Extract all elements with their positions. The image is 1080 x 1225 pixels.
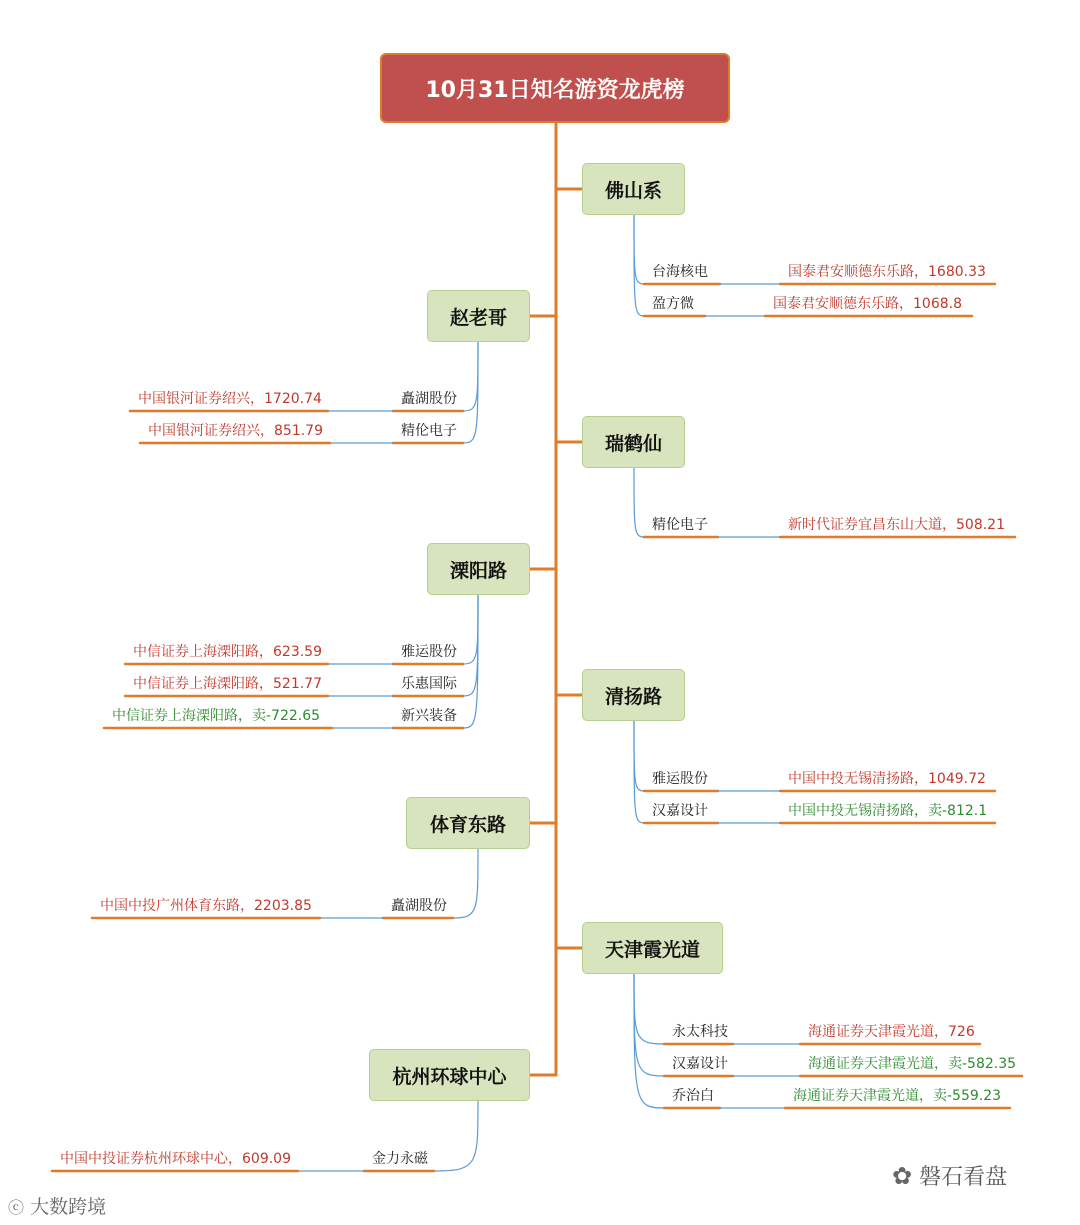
group-node: 瑞鹤仙 <box>582 416 685 468</box>
broker-amount: 中国中投广州体育东路，2203.85 <box>100 898 312 914</box>
stock-label: 汉嘉设计 <box>652 803 708 819</box>
broker-amount: 海通证券天津霞光道，726 <box>808 1024 975 1040</box>
leaf-wire <box>634 215 644 284</box>
watermark-right-text: 磐石看盘 <box>919 1165 1008 1190</box>
stock-label: 精伦电子 <box>401 423 457 439</box>
watermark-left-text: 大数跨境 <box>30 1196 107 1218</box>
stock-label: 盈方微 <box>652 296 694 312</box>
leaf-wire <box>463 595 478 728</box>
group-node: 天津霞光道 <box>582 922 723 974</box>
leaf-wire <box>634 974 664 1108</box>
stock-label: 矗湖股份 <box>391 898 447 914</box>
leaf-wire <box>463 342 478 443</box>
broker-amount: 中国中投无锡清扬路，卖-812.1 <box>788 803 988 819</box>
stock-label: 矗湖股份 <box>401 391 457 407</box>
leaf-wire <box>634 215 644 316</box>
group-node: 佛山系 <box>582 163 685 215</box>
stock-label: 新兴装备 <box>401 708 457 724</box>
leaf-wire <box>634 721 644 791</box>
broker-amount: 中国中投证券杭州环球中心，609.09 <box>60 1151 291 1167</box>
broker-amount: 中国银河证券绍兴，851.79 <box>148 423 323 439</box>
stock-label: 精伦电子 <box>652 517 708 533</box>
leaf-wire <box>463 342 478 411</box>
broker-amount: 中信证券上海溧阳路，623.59 <box>133 644 322 660</box>
group-node: 赵老哥 <box>427 290 530 342</box>
group-node: 清扬路 <box>582 669 685 721</box>
broker-amount: 中信证券上海溧阳路，卖-722.65 <box>112 708 321 724</box>
broker-amount: 海通证券天津霞光道，卖-582.35 <box>808 1056 1017 1072</box>
leaf-wire <box>634 974 664 1044</box>
stock-label: 雅运股份 <box>401 644 457 660</box>
stock-label: 永太科技 <box>672 1024 728 1040</box>
leaf-wire <box>634 974 664 1076</box>
watermark-right <box>892 1160 1007 1191</box>
stock-label: 金力永磁 <box>372 1151 428 1167</box>
leaf-wire <box>463 595 478 696</box>
broker-amount: 新时代证券宜昌东山大道，508.21 <box>788 517 1005 533</box>
stock-label: 雅运股份 <box>652 771 708 787</box>
group-node: 体育东路 <box>406 797 530 849</box>
broker-amount: 国泰君安顺德东乐路，1680.33 <box>788 264 986 280</box>
leaf-wire <box>434 1101 478 1171</box>
leaf-wire <box>453 849 478 918</box>
group-node: 溧阳路 <box>427 543 530 595</box>
root-title: 10月31日知名游资龙虎榜 <box>380 53 730 123</box>
group-node: 杭州环球中心 <box>369 1049 530 1101</box>
stock-label: 乐惠国际 <box>401 676 457 692</box>
broker-amount: 中国中投无锡清扬路，1049.72 <box>788 771 986 787</box>
stock-label: 汉嘉设计 <box>672 1056 728 1072</box>
stock-label: 乔治白 <box>672 1088 714 1104</box>
leaf-wire <box>634 468 644 537</box>
broker-amount: 中国银河证券绍兴，1720.74 <box>138 391 322 407</box>
stock-label: 台海核电 <box>652 264 708 280</box>
watermark-left <box>8 1192 106 1219</box>
broker-amount: 中信证券上海溧阳路，521.77 <box>133 676 322 692</box>
wechat-icon: ✿ <box>892 1162 913 1190</box>
watermark-logo-icon: ⓒ <box>8 1198 25 1217</box>
broker-amount: 国泰君安顺德东乐路，1068.8 <box>773 296 962 312</box>
leaf-wire <box>634 721 644 823</box>
broker-amount: 海通证券天津霞光道，卖-559.23 <box>793 1088 1002 1104</box>
leaf-wire <box>463 595 478 664</box>
